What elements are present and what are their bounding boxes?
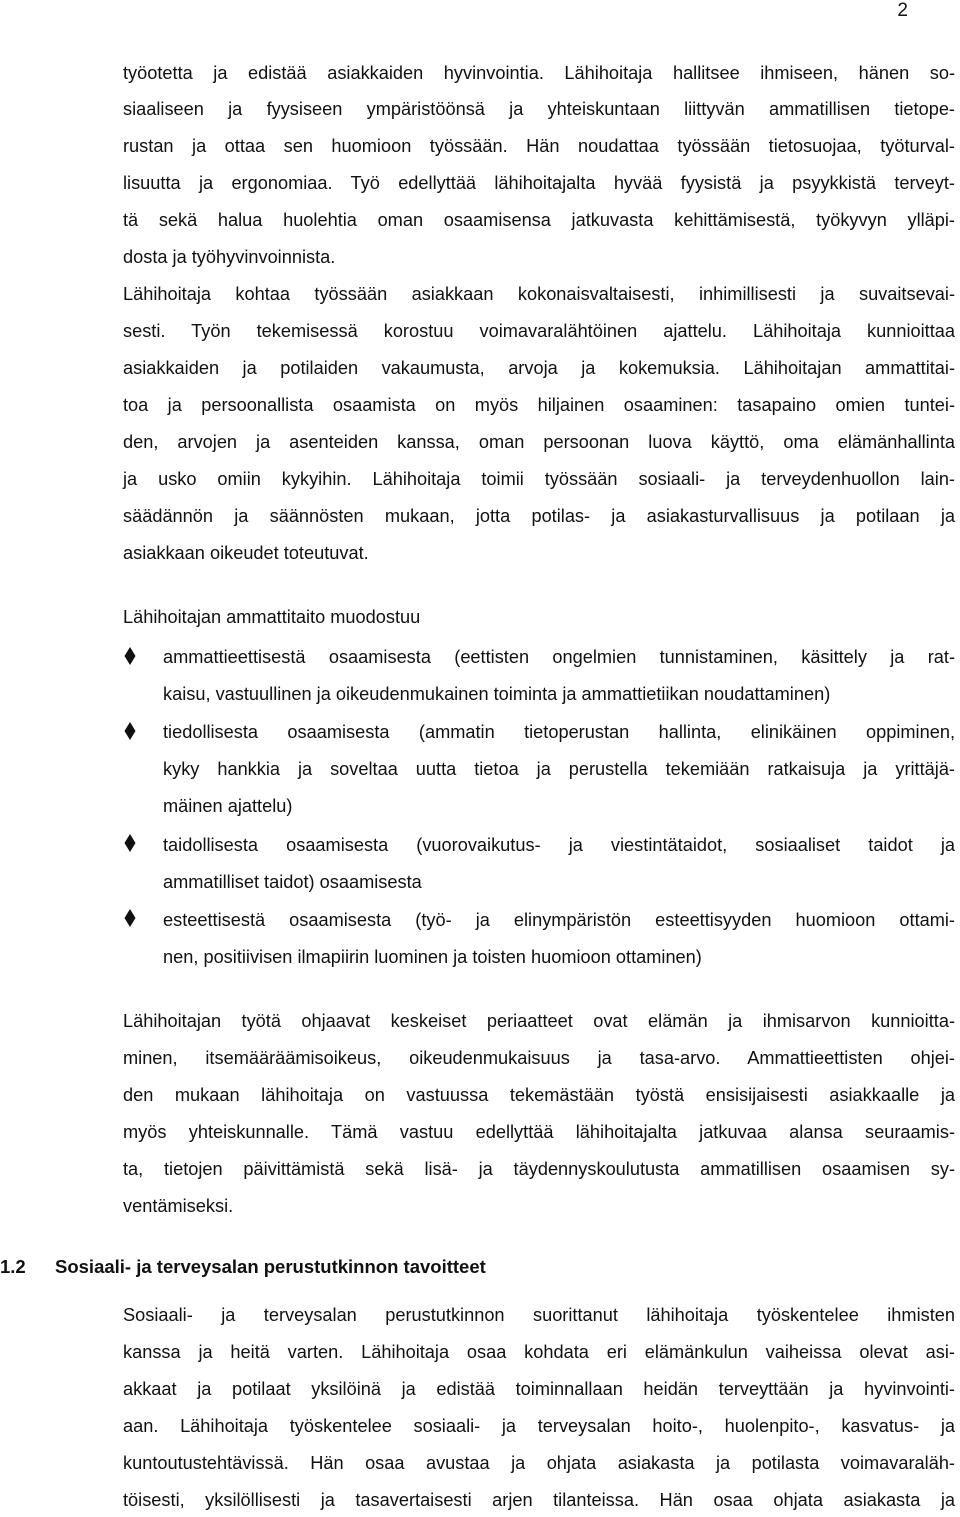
list-item-line: mäinen ajattelu): [163, 796, 293, 816]
text-line: ventämiseksi.: [123, 1196, 234, 1216]
list-item-line: nen, positiivisen ilmapiirin luominen ja toisten huomioon ottaminen): [163, 947, 702, 967]
text-line: ja usko omiin kykyihin. Lähihoitaja toimii työssään sosiaali- ja terveydenhuollon lain-: [123, 469, 955, 489]
text-line: säädännön ja säännösten mukaan, jotta potilas- ja asiakasturvallisuus ja potilaan ja: [123, 506, 955, 526]
text-line: sesti. Työn tekemisessä korostuu voimavaralähtöinen ajattelu. Lähihoitaja kunnioittaa: [123, 321, 955, 341]
text-line: ta, tietojen päivittämistä sekä lisä- ja täydennyskoulutusta ammatillisen osaamisen sy-: [123, 1159, 955, 1179]
list-item-line: taidollisesta osaamisesta (vuorovaikutus- ja viestintätaidot, sosiaaliset taidot ja: [163, 835, 955, 855]
list-item-line: esteettisestä osaamisesta (työ- ja elinympäristön esteettisyyden huomioon ottami-: [163, 910, 955, 930]
section-number: 1.2: [0, 1256, 26, 1277]
text-line: toa ja persoonallista osaamista on myös hiljainen osaaminen: tasapaino omien tuntei-: [123, 395, 955, 415]
list-item-line: kaisu, vastuullinen ja oikeudenmukainen toiminta ja ammattietiikan noudattaminen): [163, 684, 831, 704]
list-item-line: tiedollisesta osaamisesta (ammatin tietoperustan hallinta, elinikäinen oppiminen,: [163, 722, 955, 742]
diamond-bullet-icon: [124, 647, 136, 665]
diamond-bullet-icon: [124, 834, 136, 852]
text-line: lisuutta ja ergonomiaa. Työ edellyttää lähihoitajalta hyvää fyysistä ja psyykkistä terveyt-: [123, 173, 955, 193]
diamond-bullet-icon: [124, 909, 136, 927]
text-line: aan. Lähihoitaja työskentelee sosiaali- ja terveysalan hoito-, huolenpito-, kasvatus- ja: [123, 1416, 955, 1436]
text-line: asiakkaiden ja potilaiden vakaumusta, arvoja ja kokemuksia. Lähihoitajan ammattitai-: [123, 358, 955, 378]
list-item-line: ammatilliset taidot) osaamisesta: [163, 872, 422, 892]
text-line: työotetta ja edistää asiakkaiden hyvinvointia. Lähihoitaja hallitsee ihmiseen, hänen so-: [123, 63, 955, 83]
text-line: kuntoutustehtävissä. Hän osaa avustaa ja ohjata asiakasta ja potilasta voimavaraläh-: [123, 1453, 955, 1473]
text-line: kanssa ja heitä varten. Lähihoitaja osaa kohdata eri elämänkulun vaiheissa olevat asi-: [123, 1342, 955, 1362]
text-line: akkaat ja potilaat yksilöinä ja edistää toiminnallaan heidän terveyttään ja hyvinvointi-: [123, 1379, 955, 1399]
text-line: tä sekä halua huolehtia oman osaamisensa jatkuvasta kehittämisestä, työkyvyn ylläpi-: [123, 210, 955, 230]
text-line: Lähihoitaja kohtaa työssään asiakkaan kokonaisvaltaisesti, inhimillisesti ja suvaitsevai-: [123, 284, 955, 304]
section-heading: [0, 1256, 486, 1278]
text-line: myös yhteiskunnalle. Tämä vastuu edellyttää lähihoitajalta jatkuvaa alansa seuraamis-: [123, 1122, 955, 1142]
text-line: töisesti, yksilöllisesti ja tasavertaisesti arjen tilanteissa. Hän osaa ohjata asiakasta ja: [123, 1490, 955, 1510]
list-item-line: ammattieettisestä osaamisesta (eettisten ongelmien tunnistaminen, käsittely ja rat-: [163, 647, 955, 667]
section-title: Sosiaali- ja terveysalan perustutkinnon tavoitteet: [55, 1256, 486, 1277]
text-line: dosta ja työhyvinvoinnista.: [123, 247, 336, 267]
text-line: Sosiaali- ja terveysalan perustutkinnon suorittanut lähihoitaja työskentelee ihmisten: [123, 1305, 955, 1325]
page-number: 2: [897, 0, 908, 21]
list-intro: Lähihoitajan ammattitaito muodostuu: [123, 607, 421, 627]
text-line: Lähihoitajan työtä ohjaavat keskeiset periaatteet ovat elämän ja ihmisarvon kunnioitta-: [123, 1011, 955, 1031]
text-line: den, arvojen ja asenteiden kanssa, oman persoonan luova käyttö, oma elämänhallinta: [123, 432, 955, 452]
diamond-bullet-icon: [124, 722, 136, 740]
text-line: siaaliseen ja fyysiseen ympäristöönsä ja yhteiskuntaan liittyvän ammatillisen tietope-: [123, 99, 955, 119]
list-item-line: kyky hankkia ja soveltaa uutta tietoa ja perustella tekemiään ratkaisuja ja yrittäjä-: [163, 759, 955, 779]
text-line: rustan ja ottaa sen huomioon työssään. Hän noudattaa työssään tietosuojaa, työturval-: [123, 136, 955, 156]
text-line: asiakkaan oikeudet toteutuvat.: [123, 543, 369, 563]
text-line: den mukaan lähihoitaja on vastuussa tekemästään työstä ensisijaisesti asiakkaalle ja: [123, 1085, 955, 1105]
text-line: minen, itsemääräämisoikeus, oikeudenmukaisuus ja tasa-arvo. Ammattieettisten ohjei-: [123, 1048, 955, 1068]
